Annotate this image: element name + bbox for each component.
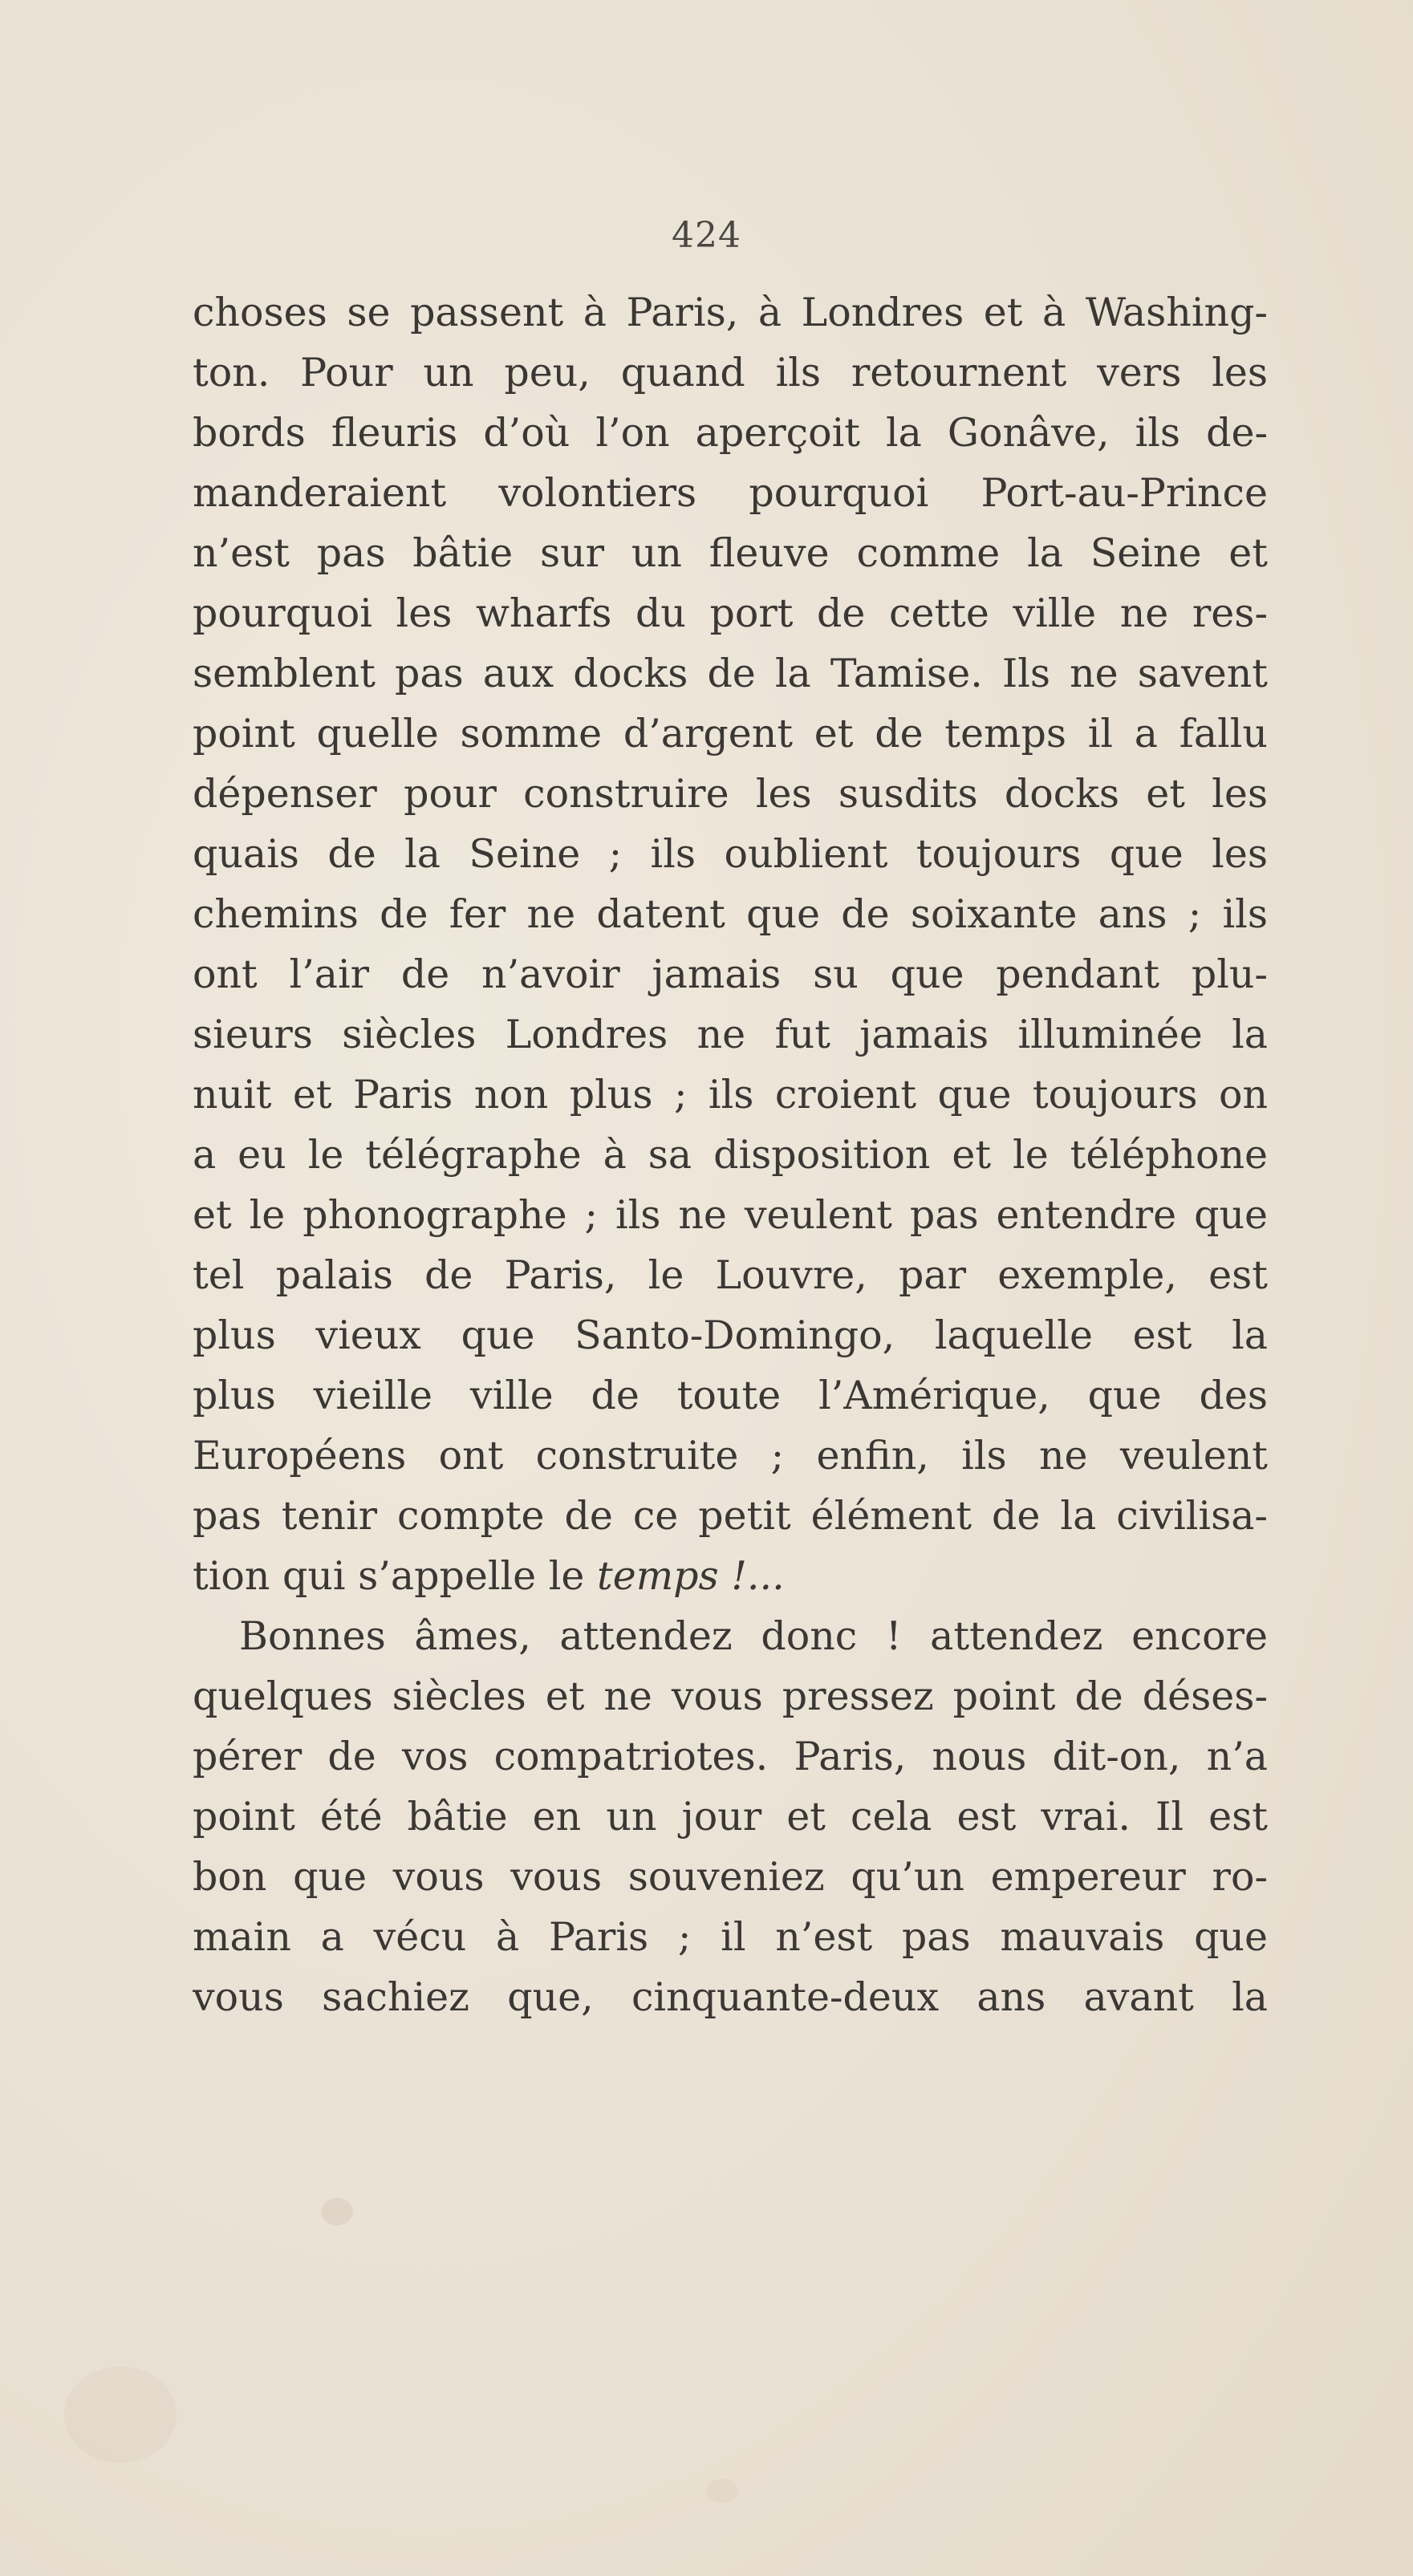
- text-line: Européens ont construite ; enfin, ils ne veulent: [193, 1433, 1268, 1479]
- text-line: semblent pas aux docks de la Tamise. Ils ne savent: [193, 651, 1268, 696]
- text-line: ont l’air de n’avoir jamais su que pendant plu-: [193, 951, 1268, 997]
- paper-stain: [64, 2367, 177, 2463]
- text-line: bords fleuris d’où l’on aperçoit la Gonâve, ils de-: [193, 410, 1268, 456]
- text-line: tel palais de Paris, le Louvre, par exemple, est: [193, 1252, 1268, 1298]
- text-line: manderaient volontiers pourquoi Port-au-Prince: [193, 470, 1268, 516]
- text-line: vous sachiez que, cinquante-deux ans avant la: [193, 1974, 1268, 2020]
- page-number: 424: [672, 215, 741, 256]
- italic-word: temps !...: [597, 1553, 785, 1599]
- text-line: a eu le télégraphe à sa disposition et le téléphone: [193, 1132, 1268, 1178]
- body-text: [193, 282, 1268, 2027]
- text-line: plus vieux que Santo-Domingo, laquelle est la: [193, 1312, 1268, 1358]
- text-line: choses se passent à Paris, à Londres et à Washing-: [193, 290, 1268, 335]
- text-line: pourquoi les wharfs du port de cette ville ne res-: [193, 590, 1268, 636]
- text-line: point été bâtie en un jour et cela est vrai. Il est: [193, 1794, 1268, 1840]
- text-line: nuit et Paris non plus ; ils croient que toujours on: [193, 1072, 1268, 1118]
- text-line-last: [193, 1546, 1268, 1606]
- text-line: dépenser pour construire les susdits docks et les: [193, 771, 1268, 817]
- text-line: quelques siècles et ne vous pressez point de déses-: [193, 1673, 1268, 1719]
- text-line: quais de la Seine ; ils oublient toujours que les: [193, 831, 1268, 877]
- text-line: ton. Pour un peu, quand ils retournent vers les: [193, 350, 1268, 396]
- text-line: n’est pas bâtie sur un fleuve comme la Seine et: [193, 530, 1268, 576]
- paper-stain: [321, 2198, 353, 2225]
- text-line: pas tenir compte de ce petit élément de la civilisa-: [193, 1493, 1268, 1539]
- text-line: bon que vous vous souveniez qu’un empereur ro-: [193, 1854, 1268, 1900]
- paper-stain: [706, 2479, 738, 2503]
- text-line: point quelle somme d’argent et de temps il a fallu: [193, 711, 1268, 757]
- text-line: et le phonographe ; ils ne veulent pas entendre que: [193, 1192, 1268, 1238]
- text-line: Bonnes âmes, attendez donc ! attendez encore: [239, 1613, 1268, 1659]
- text-line: sieurs siècles Londres ne fut jamais illuminée la: [193, 1012, 1268, 1057]
- text-line: pérer de vos compatriotes. Paris, nous dit-on, n’a: [193, 1734, 1268, 1779]
- text-line-prefix: tion qui s’appelle le: [193, 1553, 597, 1599]
- text-line: plus vieille ville de toute l’Amérique, que des: [193, 1373, 1268, 1418]
- text-line: chemins de fer ne datent que de soixante ans ; ils: [193, 891, 1268, 937]
- text-line: main a vécu à Paris ; il n’est pas mauvais que: [193, 1914, 1268, 1960]
